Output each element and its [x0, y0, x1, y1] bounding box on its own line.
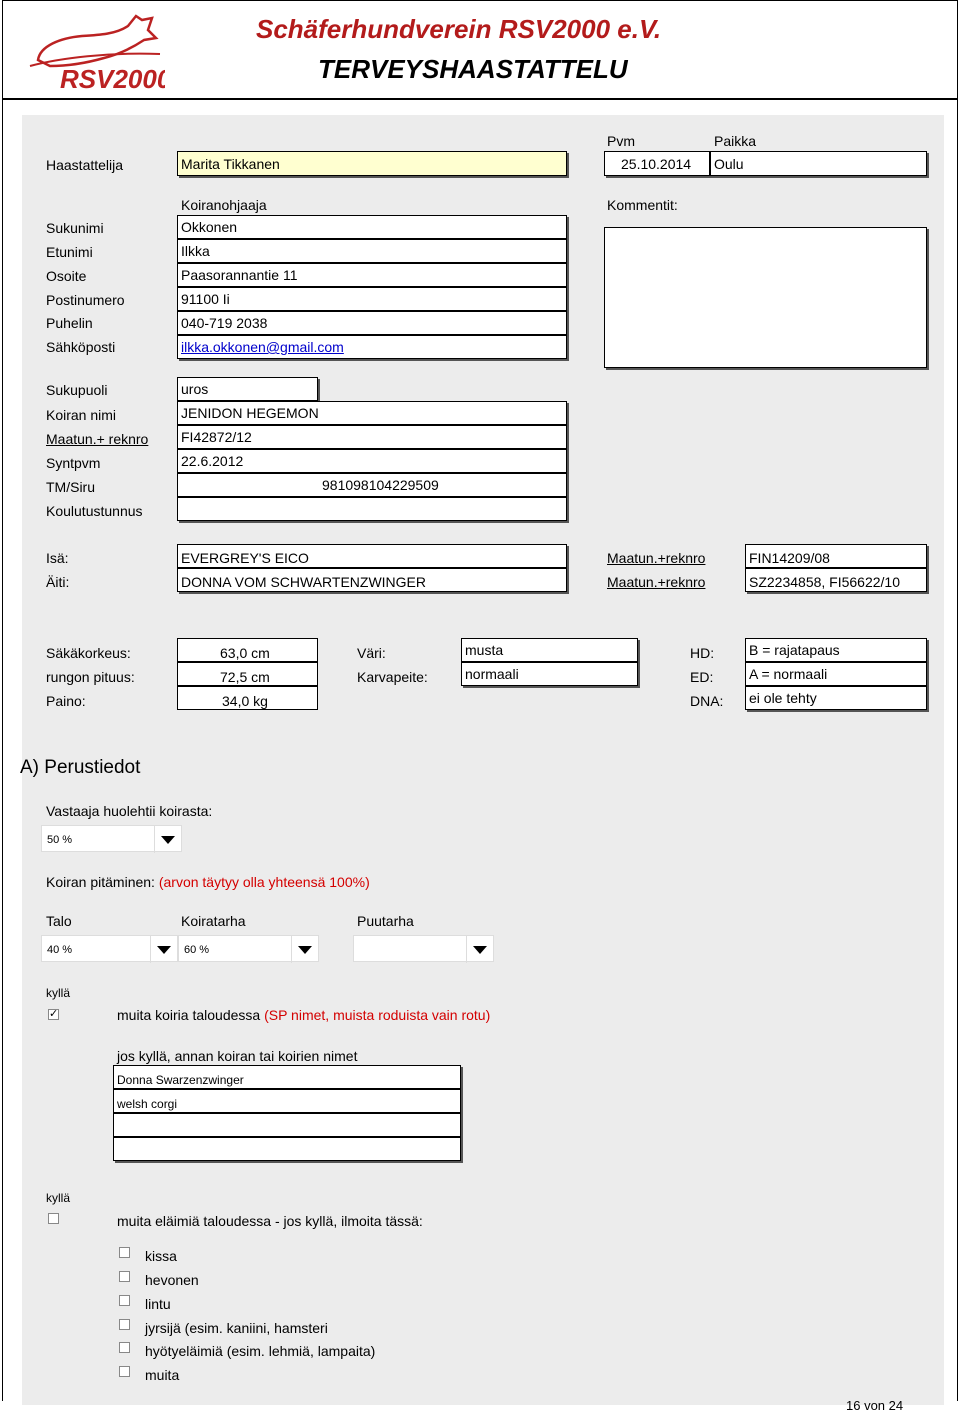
- surname-label: Sukunimi: [46, 220, 104, 236]
- reg-field[interactable]: FI42872/12: [177, 425, 567, 449]
- postcode-field[interactable]: 91100 Ii: [177, 287, 567, 311]
- handler-heading: Koiranohjaaja: [181, 197, 267, 213]
- house-dropdown[interactable]: [41, 935, 178, 962]
- care-label: Vastaaja huolehtii koirasta:: [46, 803, 213, 819]
- other-dog-name-2[interactable]: welsh corgi: [113, 1089, 461, 1113]
- keeping-label-text: Koiran pitäminen:: [46, 874, 155, 890]
- dam-reg-label: Maatun.+reknro: [607, 574, 706, 590]
- height-field[interactable]: 63,0 cm: [177, 638, 318, 662]
- address-field[interactable]: Paasorannantie 11: [177, 263, 567, 287]
- section-a-title: A) Perustiedot: [20, 757, 141, 778]
- phone-field[interactable]: 040-719 2038: [177, 311, 567, 335]
- animal-label-bird: lintu: [145, 1296, 171, 1312]
- firstname-field[interactable]: Ilkka: [177, 239, 567, 263]
- animal-label-horse: hevonen: [145, 1272, 199, 1288]
- sire-reg-field[interactable]: FIN14209/08: [745, 544, 927, 568]
- other-dogs-names-label: jos kyllä, annan koiran tai koirien nimet: [117, 1048, 358, 1064]
- kennel-dropdown[interactable]: [178, 935, 319, 962]
- kennel-dropdown-separator: [291, 936, 292, 963]
- animal-checkbox-livestock[interactable]: [119, 1342, 130, 1353]
- firstname-label: Etunimi: [46, 244, 93, 260]
- chevron-down-icon: [298, 946, 312, 954]
- other-animals-label: muita eläimiä taloudessa - jos kyllä, ilmoita tässä:: [117, 1213, 423, 1229]
- color-field[interactable]: musta: [461, 638, 638, 662]
- other-animals-checkbox[interactable]: [48, 1213, 59, 1224]
- email-field[interactable]: [177, 335, 567, 359]
- coat-field[interactable]: normaali: [461, 662, 638, 686]
- animal-label-rodent: jyrsijä (esim. kaniini, hamsteri: [145, 1320, 328, 1336]
- interviewer-field[interactable]: Marita Tikkanen: [177, 151, 567, 176]
- length-field[interactable]: 72,5 cm: [177, 662, 318, 686]
- coat-label: Karvapeite:: [357, 669, 428, 685]
- dam-label: Äiti:: [46, 574, 70, 590]
- dam-field[interactable]: DONNA VOM SCHWARTENZWINGER: [177, 568, 567, 592]
- animal-label-other: muita: [145, 1367, 180, 1383]
- other-dogs-note: (SP nimet, muista roduista vain rotu): [264, 1007, 491, 1023]
- weight-label: Paino:: [46, 693, 86, 709]
- dob-field[interactable]: 22.6.2012: [177, 449, 567, 473]
- care-dropdown[interactable]: [41, 825, 182, 852]
- reg-label: Maatun.+ reknro: [46, 431, 149, 447]
- rsv2000-logo: [20, 8, 165, 93]
- animal-label-cat: kissa: [145, 1248, 177, 1264]
- care-dropdown-separator: [154, 826, 155, 853]
- phone-label: Puhelin: [46, 315, 93, 331]
- postcode-label: Postinumero: [46, 292, 125, 308]
- color-label: Väri:: [357, 645, 386, 661]
- training-label: Koulutustunnus: [46, 503, 143, 519]
- ed-field[interactable]: A = normaali: [745, 662, 927, 686]
- surname-field[interactable]: Okkonen: [177, 215, 567, 239]
- header-subtitle: TERVEYSHAASTATTELU: [318, 54, 628, 84]
- other-dog-name-4[interactable]: [113, 1137, 461, 1161]
- house-label: Talo: [46, 913, 72, 929]
- chevron-down-icon: [161, 836, 175, 844]
- svg-text:RSV2000: RSV2000: [60, 64, 165, 93]
- other-dogs-checkbox[interactable]: [48, 1009, 59, 1020]
- address-label: Osoite: [46, 268, 87, 284]
- hd-field[interactable]: B = rajatapaus: [745, 638, 927, 662]
- sire-label: Isä:: [46, 550, 69, 566]
- dog-name-field[interactable]: JENIDON HEGEMON: [177, 401, 567, 425]
- other-dog-name-3[interactable]: [113, 1113, 461, 1137]
- animal-checkbox-bird[interactable]: [119, 1295, 130, 1306]
- chip-field[interactable]: 981098104229509: [177, 473, 567, 497]
- garden-dropdown-separator: [466, 936, 467, 963]
- other-dog-name-1[interactable]: Donna Swarzenzwinger: [113, 1065, 461, 1089]
- dna-label: DNA:: [690, 693, 724, 709]
- height-label: Säkäkorkeus:: [46, 645, 131, 661]
- date-field[interactable]: 25.10.2014: [604, 151, 710, 176]
- place-field[interactable]: Oulu: [710, 151, 927, 176]
- page-number: 16 von 24: [846, 1398, 904, 1413]
- date-label: Pvm: [607, 133, 635, 149]
- house-dropdown-value: 40 %: [47, 944, 73, 956]
- garden-label: Puutarha: [357, 913, 414, 929]
- email-link[interactable]: ilkka.okkonen@gmail.com: [181, 339, 344, 355]
- weight-field[interactable]: 34,0 kg: [177, 686, 318, 710]
- keeping-note: (arvon täytyy olla yhteensä 100%): [158, 874, 370, 890]
- keeping-label: [46, 874, 370, 890]
- other-dogs-label: [117, 1007, 490, 1023]
- place-label: Paikka: [714, 133, 757, 149]
- sex-label: Sukupuoli: [46, 382, 108, 398]
- animal-label-livestock: hyötyeläimiä (esim. lehmiä, lampaita): [145, 1343, 376, 1359]
- check-icon: ✓: [49, 1008, 59, 1020]
- email-label: Sähköposti: [46, 339, 116, 355]
- interviewer-label: Haastattelija: [46, 157, 124, 173]
- header-divider: [2, 98, 957, 100]
- header-title: Schäferhundverein RSV2000 e.V.: [256, 14, 662, 44]
- chip-label: TM/Siru: [46, 479, 95, 495]
- chevron-down-icon: [473, 946, 487, 954]
- comments-label: Kommentit:: [607, 197, 678, 213]
- animal-checkbox-horse[interactable]: [119, 1271, 130, 1282]
- garden-dropdown[interactable]: [353, 935, 494, 962]
- kennel-dropdown-value: 60 %: [184, 944, 210, 956]
- yes-label-dogs: kyllä: [46, 986, 71, 1000]
- yes-label-animals: kyllä: [46, 1191, 71, 1205]
- animal-checkbox-other[interactable]: [119, 1366, 130, 1377]
- house-dropdown-separator: [150, 936, 151, 963]
- comments-field[interactable]: [604, 227, 927, 368]
- sire-field[interactable]: EVERGREY'S EICO: [177, 544, 567, 568]
- training-field[interactable]: [177, 497, 567, 521]
- dob-label: Syntpvm: [46, 455, 101, 471]
- other-dogs-label-text: muita koiria taloudessa: [117, 1007, 261, 1023]
- dam-reg-field[interactable]: SZ2234858, FI56622/10: [745, 568, 927, 592]
- sex-field[interactable]: uros: [177, 377, 318, 401]
- sire-reg-label: Maatun.+reknro: [607, 550, 706, 566]
- dna-field[interactable]: ei ole tehty: [745, 686, 927, 710]
- chevron-down-icon: [157, 946, 171, 954]
- length-label: rungon pituus:: [46, 669, 135, 685]
- hd-label: HD:: [690, 645, 715, 661]
- kennel-label: Koiratarha: [181, 913, 246, 929]
- care-dropdown-value: 50 %: [47, 834, 73, 846]
- ed-label: ED:: [690, 669, 714, 685]
- animal-checkbox-cat[interactable]: [119, 1247, 130, 1258]
- animal-checkbox-rodent[interactable]: [119, 1319, 130, 1330]
- dog-name-label: Koiran nimi: [46, 407, 117, 423]
